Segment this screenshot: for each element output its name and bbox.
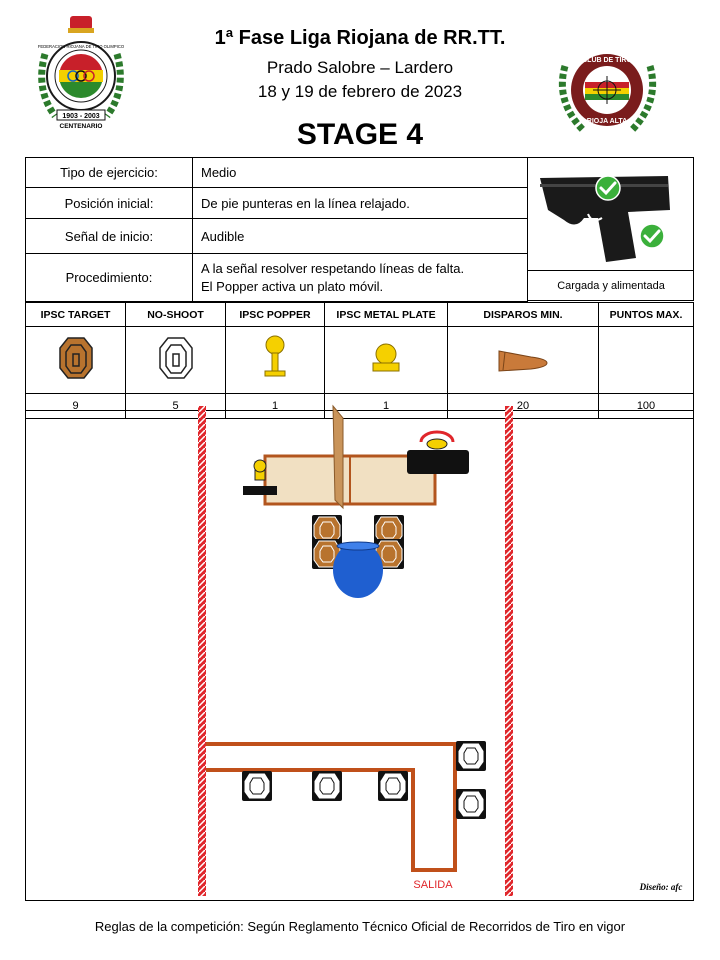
info-row: [26, 188, 528, 219]
count-popper: 1: [226, 394, 325, 419]
logo-years: 1903 - 2003: [62, 113, 100, 120]
info-row: [26, 219, 528, 254]
match-title: 1ª Fase Liga Riojana de RR.TT.: [214, 27, 506, 49]
stage-title: STAGE 4: [296, 118, 424, 151]
club-logo-top: CLUB DE TIRO: [582, 57, 632, 64]
designer-signature: Diseño: afc: [639, 882, 683, 892]
info-value: De pie punteras en la línea relajado.: [193, 188, 528, 219]
logo-caption: CENTENARIO: [59, 123, 103, 130]
popper-icon: [262, 335, 288, 381]
rules-footer: Reglas de la competición: Según Reglamento Técnico Oficial de Recorridos de Tiro en vigor: [94, 919, 626, 934]
metal-plate-icon: [369, 341, 403, 375]
logo-federation-text: FEDERACION RIOJANA DE TIRO OLIMPICO: [37, 44, 125, 49]
bullet-icon: [495, 343, 551, 373]
count-min-shots: 20: [448, 394, 599, 419]
info-row: [26, 254, 528, 302]
header-max-points: PUNTOS MAX.: [599, 303, 694, 327]
stage-layout: [25, 400, 694, 901]
info-label: Procedimiento:: [26, 254, 193, 302]
club-logo: [555, 46, 660, 136]
pistol-icon: [528, 158, 693, 270]
federation-logo: [35, 14, 127, 136]
info-value: Medio: [193, 158, 528, 188]
club-logo-bottom: RIOJA ALTA: [586, 118, 628, 125]
count-no-shoot: 5: [126, 394, 226, 419]
count-metal-plate: 1: [325, 394, 448, 419]
header-metal-plate: IPSC METAL PLATE: [325, 303, 448, 327]
no-shoot-icon: [158, 336, 194, 380]
match-location: Prado Salobre – Lardero: [266, 58, 454, 77]
procedure-line-2: El Popper activa un plato móvil.: [201, 278, 384, 294]
count-max-points: 100: [599, 394, 694, 419]
blue-barrel: [333, 542, 383, 598]
header-ipsc-target: IPSC TARGET: [26, 303, 126, 327]
match-dates: 18 y 19 de febrero de 2023: [257, 82, 463, 101]
info-value: Audible: [193, 219, 528, 254]
gun-condition: Cargada y alimentada: [528, 270, 694, 302]
swinging-door: [333, 406, 343, 508]
header-no-shoot: NO-SHOOT: [126, 303, 226, 327]
info-label: Posición inicial:: [26, 188, 193, 219]
count-ipsc-target: 9: [26, 394, 126, 419]
moving-plate: [407, 432, 469, 474]
info-label: Señal de inicio:: [26, 219, 193, 254]
exit-label: SALIDA: [413, 879, 453, 891]
info-row: [26, 158, 528, 188]
ipsc-target-icon: [58, 336, 94, 380]
header-min-shots: DISPAROS MIN.: [448, 303, 599, 327]
procedure-line-1: A la señal resolver respetando líneas de falta.: [201, 260, 465, 276]
wall-lower: [206, 744, 455, 870]
header-ipsc-popper: IPSC POPPER: [226, 303, 325, 327]
stage-info-table: [25, 157, 528, 302]
info-label: Tipo de ejercicio:: [26, 158, 193, 188]
